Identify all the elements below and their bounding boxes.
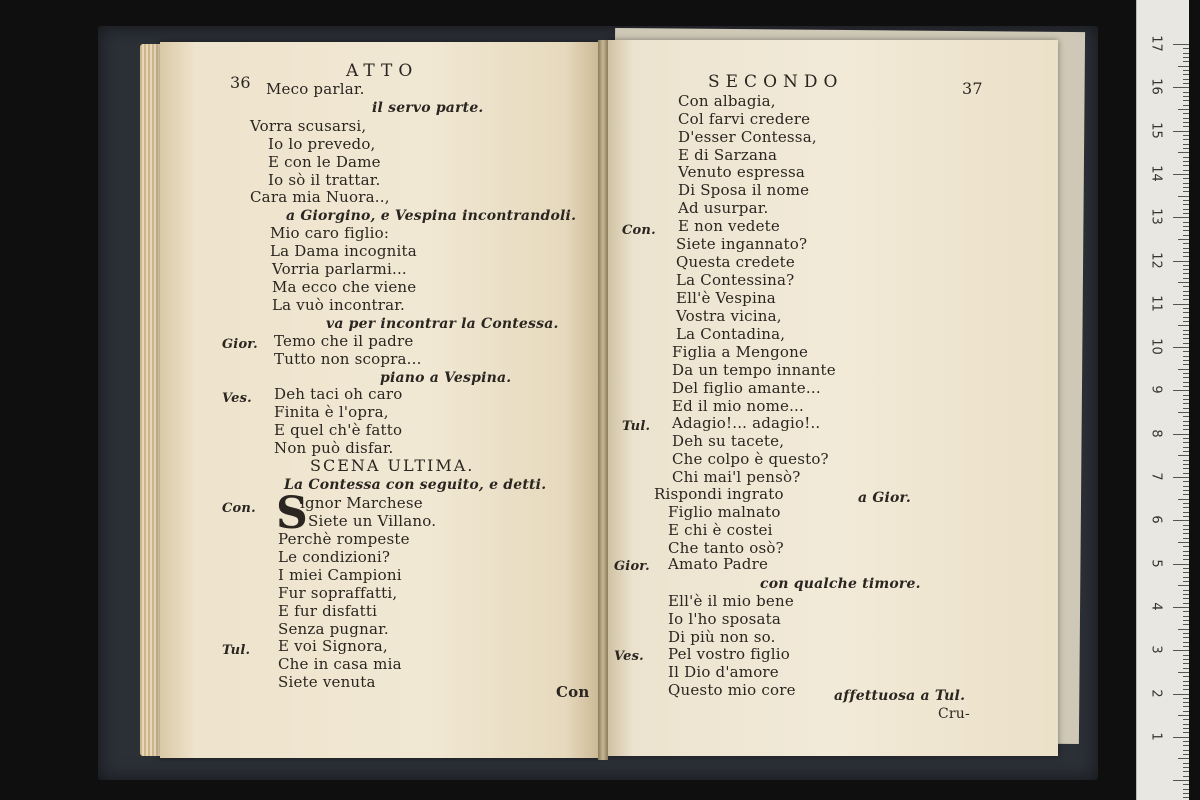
ruler-tick — [1183, 637, 1189, 638]
ruler-tick — [1183, 165, 1189, 166]
stage-direction: a Gior. — [858, 490, 911, 506]
verse-line: Finita è l'opra, — [274, 403, 389, 421]
verse-line: Io sò il trattar. — [268, 171, 381, 189]
ruler-tick — [1183, 776, 1189, 777]
ruler-tick — [1183, 763, 1189, 764]
ruler-tick — [1183, 204, 1189, 205]
ruler-tick — [1183, 659, 1189, 660]
ruler-tick — [1183, 681, 1189, 682]
ruler-tick — [1183, 598, 1189, 599]
verse-line: Ell'è Vespina — [676, 289, 776, 307]
ruler-tick — [1178, 715, 1189, 716]
verse-line: La Dama incognita — [270, 242, 417, 260]
verse-line: Di più non so. — [668, 628, 776, 646]
ruler-tick — [1183, 57, 1189, 58]
ruler-tick — [1173, 607, 1189, 608]
ruler-tick — [1183, 273, 1189, 274]
ruler-number: 5 — [1148, 558, 1164, 568]
ruler-tick — [1183, 784, 1189, 785]
verse-line: Venuto espressa — [678, 163, 806, 181]
ruler-tick — [1183, 256, 1189, 257]
ruler-tick — [1183, 494, 1189, 495]
ruler-tick — [1183, 685, 1189, 686]
ruler-tick — [1183, 529, 1189, 530]
page-number-right: 37 — [962, 79, 983, 98]
ruler-number: 15 — [1148, 121, 1164, 139]
ruler-tick — [1183, 719, 1189, 720]
verse-line: Vorra scusarsi, — [250, 117, 367, 135]
ruler-tick — [1173, 564, 1189, 565]
verse-line: Mio caro figlio: — [270, 224, 390, 242]
ruler-tick — [1183, 269, 1189, 270]
ruler-tick — [1183, 226, 1189, 227]
ruler-tick — [1183, 230, 1189, 231]
ruler-tick — [1173, 780, 1189, 781]
ruler-tick — [1173, 477, 1189, 478]
ruler-tick — [1183, 148, 1189, 149]
ruler-tick — [1173, 261, 1189, 262]
ruler-tick — [1173, 304, 1189, 305]
ruler-tick — [1183, 512, 1189, 513]
ruler-tick — [1183, 754, 1189, 755]
ruler-tick — [1173, 347, 1189, 348]
ruler-tick — [1183, 603, 1189, 604]
ruler-tick — [1183, 546, 1189, 547]
ruler-tick — [1183, 698, 1189, 699]
ruler-tick — [1183, 633, 1189, 634]
ruler-tick — [1183, 373, 1189, 374]
verse-line: Ell'è il mio bene — [668, 592, 794, 610]
verse-line: Amato Padre — [668, 555, 769, 573]
verse-line: E quel ch'è fatto — [274, 421, 403, 439]
verse-line: Figlia a Mengone — [672, 343, 809, 361]
ruler-tick — [1183, 468, 1189, 469]
verse-line: Adagio!... adagio!.. — [672, 414, 821, 432]
ruler-tick — [1183, 53, 1189, 54]
verse-line: Senza pugnar. — [278, 620, 389, 638]
ruler-number: 6 — [1148, 515, 1164, 524]
ruler-tick — [1183, 122, 1189, 123]
ruler-tick — [1178, 152, 1189, 153]
verse-line: E con le Dame — [268, 153, 381, 171]
ruler-tick — [1183, 590, 1189, 591]
verse-line: Siete ingannato? — [676, 235, 808, 253]
ruler-tick — [1183, 750, 1189, 751]
ruler-tick — [1183, 356, 1189, 357]
ruler-tick — [1183, 139, 1189, 140]
ruler-tick — [1178, 239, 1189, 240]
verse-line: Cara mia Nuora.., — [250, 188, 390, 206]
ruler-number: 2 — [1148, 688, 1164, 698]
verse-line: Vorria parlarmi... — [272, 260, 407, 278]
ruler-tick — [1183, 265, 1189, 266]
ruler-tick — [1183, 235, 1189, 236]
speaker-label: Con. — [622, 223, 656, 238]
ruler-tick — [1183, 200, 1189, 201]
catchword: Cru- — [938, 706, 970, 722]
ruler-tick — [1173, 131, 1189, 132]
ruler-number: 9 — [1148, 385, 1164, 395]
verse-line: Del figlio amante... — [672, 379, 821, 397]
ruler-tick — [1173, 694, 1189, 695]
ruler-tick — [1178, 196, 1189, 197]
ruler-tick — [1183, 403, 1189, 404]
verse-line: Con albagia, — [678, 92, 776, 110]
ruler-tick — [1183, 624, 1189, 625]
ruler-tick — [1183, 789, 1189, 790]
ruler-tick — [1183, 118, 1189, 119]
ruler-tick — [1183, 135, 1189, 136]
ruler-tick — [1183, 668, 1189, 669]
verse-line: Ma ecco che viene — [272, 278, 417, 296]
verse-line: Temo che il padre — [274, 332, 414, 350]
verse-line: La Contessina? — [676, 271, 795, 289]
speaker-label: Con. — [222, 501, 256, 516]
ruler-tick — [1178, 672, 1189, 673]
stage-direction: con qualche timore. — [760, 576, 921, 592]
ruler-tick — [1173, 390, 1189, 391]
ruler-tick — [1183, 642, 1189, 643]
ruler-tick — [1183, 382, 1189, 383]
scene-heading: SCENA ULTIMA. — [310, 456, 475, 475]
ruler-tick — [1183, 464, 1189, 465]
ruler-tick — [1178, 585, 1189, 586]
verse-line: Ed il mio nome... — [672, 397, 804, 415]
ruler-tick — [1183, 191, 1189, 192]
ruler-tick — [1183, 594, 1189, 595]
ruler-tick — [1183, 144, 1189, 145]
ruler-tick — [1183, 706, 1189, 707]
ruler-tick — [1183, 351, 1189, 352]
ruler-tick — [1183, 447, 1189, 448]
ruler-tick — [1183, 48, 1189, 49]
ruler-tick — [1183, 364, 1189, 365]
verse-line: Siete venuta — [278, 673, 376, 691]
verse-line: Perchè rompeste — [278, 530, 410, 548]
ruler-tick — [1183, 551, 1189, 552]
ruler-tick — [1178, 66, 1189, 67]
ruler-tick — [1183, 486, 1189, 487]
verse-line: Deh taci oh caro — [274, 385, 403, 403]
ruler-tick — [1183, 252, 1189, 253]
verse-line: La Contadina, — [676, 325, 786, 343]
verse-line: E fur disfatti — [278, 602, 378, 620]
drop-capital: S — [276, 488, 308, 539]
stage-direction: affettuosa a Tul. — [834, 688, 966, 704]
ruler-tick — [1183, 611, 1189, 612]
book-gutter — [598, 40, 608, 760]
ruler-tick — [1183, 222, 1189, 223]
ruler-tick — [1183, 525, 1189, 526]
stage-direction: La Contessa con seguito, e detti. — [284, 477, 547, 493]
ruler-tick — [1183, 429, 1189, 430]
verse-line: Col farvi credere — [678, 110, 811, 128]
verse-line: Siete un Villano. — [308, 512, 437, 530]
verse-line: E di Sarzana — [678, 146, 778, 164]
ruler-tick — [1183, 702, 1189, 703]
running-header-left: ATTO — [346, 61, 419, 81]
ruler-tick — [1183, 79, 1189, 80]
verse-line: Questo mio core — [668, 681, 796, 699]
speaker-label: Gior. — [614, 559, 650, 574]
ruler-tick — [1178, 758, 1189, 759]
ruler-tick — [1183, 771, 1189, 772]
ruler-tick — [1183, 568, 1189, 569]
ruler-tick — [1183, 490, 1189, 491]
ruler-tick — [1183, 248, 1189, 249]
ruler-tick — [1178, 412, 1189, 413]
ruler-tick — [1183, 105, 1189, 106]
ruler-tick — [1178, 499, 1189, 500]
ruler-tick — [1183, 797, 1189, 798]
ruler-tick — [1183, 243, 1189, 244]
verse-line: Che tanto osò? — [668, 539, 784, 557]
ruler-tick — [1183, 96, 1189, 97]
verse-line: Io l'ho sposata — [668, 610, 782, 628]
verse-line: E voi Signora, — [278, 637, 388, 655]
verse-line: E chi è costei — [668, 521, 773, 539]
ruler-tick — [1178, 455, 1189, 456]
ruler-tick — [1173, 650, 1189, 651]
verse-line: Il Dio d'amore — [668, 663, 779, 681]
ruler-number: 7 — [1148, 472, 1164, 481]
ruler-tick — [1183, 399, 1189, 400]
ruler-tick — [1183, 213, 1189, 214]
ruler-tick — [1183, 425, 1189, 426]
ruler-tick — [1183, 170, 1189, 171]
verse-line: Che in casa mia — [278, 655, 402, 673]
ruler-tick — [1183, 507, 1189, 508]
ruler-tick — [1183, 559, 1189, 560]
verse-line: Ad usurpar. — [678, 199, 769, 217]
ruler-tick — [1173, 434, 1189, 435]
ruler-tick — [1183, 689, 1189, 690]
ruler-number: 14 — [1148, 165, 1164, 182]
verse-line: Vostra vicina, — [676, 307, 782, 325]
verse-line: Figlio malnato — [668, 503, 781, 521]
ruler-tick — [1183, 663, 1189, 664]
ruler-tick — [1183, 330, 1189, 331]
ruler-tick — [1183, 299, 1189, 300]
ruler-tick — [1173, 44, 1189, 45]
speaker-label: Tul. — [222, 643, 251, 658]
ruler-tick — [1183, 416, 1189, 417]
verse-line: La vuò incontrar. — [272, 296, 405, 314]
verse-line: Non può disfar. — [274, 439, 394, 457]
ruler-tick — [1183, 338, 1189, 339]
verse-line: D'esser Contessa, — [678, 128, 817, 146]
ruler-tick — [1183, 377, 1189, 378]
ruler-tick — [1183, 83, 1189, 84]
ruler-tick — [1183, 360, 1189, 361]
stage-direction: piano a Vespina. — [380, 370, 512, 386]
verse-line: I miei Campioni — [278, 566, 402, 584]
ruler-tick — [1173, 217, 1189, 218]
ruler-tick — [1183, 555, 1189, 556]
ruler-tick — [1183, 408, 1189, 409]
ruler-tick — [1183, 187, 1189, 188]
ruler-tick — [1183, 676, 1189, 677]
speaker-label: Ves. — [614, 649, 644, 664]
stage-direction: il servo parte. — [372, 100, 484, 116]
ruler-tick — [1183, 113, 1189, 114]
ruler-number: 4 — [1148, 602, 1164, 611]
verse-line: Questa credete — [676, 253, 795, 271]
ruler-tick — [1173, 737, 1189, 738]
ruler-tick — [1183, 516, 1189, 517]
ruler-tick — [1183, 157, 1189, 158]
ruler-tick — [1178, 282, 1189, 283]
ruler-tick — [1183, 616, 1189, 617]
verse-line: Rispondi ingrato — [654, 485, 784, 503]
ruler-tick — [1183, 295, 1189, 296]
ruler-tick — [1183, 724, 1189, 725]
verse-line: Tutto non scopra... — [274, 350, 422, 368]
verse-line: Da un tempo innante — [672, 361, 836, 379]
ruler-tick — [1183, 767, 1189, 768]
ruler-number: 1 — [1148, 732, 1164, 741]
ruler-tick — [1183, 533, 1189, 534]
ruler-tick — [1183, 711, 1189, 712]
verse-line: Pel vostro figlio — [668, 645, 791, 663]
ruler-tick — [1178, 109, 1189, 110]
ruler-tick — [1183, 745, 1189, 746]
ruler-number: 13 — [1148, 208, 1164, 225]
ruler-tick — [1183, 442, 1189, 443]
catchword: Con — [556, 683, 590, 701]
ruler-number: 16 — [1148, 78, 1164, 96]
verse-line: Di Sposa il nome — [678, 181, 810, 199]
ruler-tick — [1183, 92, 1189, 93]
ruler-tick — [1183, 61, 1189, 62]
page-number-left: 36 — [230, 73, 251, 92]
ruler-number: 17 — [1148, 35, 1164, 52]
ruler-tick — [1183, 209, 1189, 210]
ruler-tick — [1173, 87, 1189, 88]
ruler-tick — [1183, 473, 1189, 474]
ruler-tick — [1183, 291, 1189, 292]
ruler-number: 3 — [1148, 645, 1164, 654]
ruler-tick — [1183, 421, 1189, 422]
ruler-tick — [1183, 741, 1189, 742]
ruler-tick — [1183, 126, 1189, 127]
ruler-tick — [1183, 74, 1189, 75]
ruler-tick — [1183, 286, 1189, 287]
ruler-tick — [1183, 308, 1189, 309]
ruler-tick — [1183, 395, 1189, 396]
ruler-tick — [1183, 481, 1189, 482]
ruler-tick — [1178, 369, 1189, 370]
ruler-tick — [1183, 161, 1189, 162]
ruler-tick — [1183, 100, 1189, 101]
ruler-tick — [1183, 503, 1189, 504]
ruler-number: 11 — [1148, 295, 1164, 312]
ruler-tick — [1183, 178, 1189, 179]
verse-line: Che colpo è questo? — [672, 450, 829, 468]
measuring-ruler — [1136, 0, 1189, 800]
ruler-tick — [1183, 538, 1189, 539]
ruler-tick — [1183, 581, 1189, 582]
ruler-tick — [1178, 629, 1189, 630]
ruler-tick — [1183, 572, 1189, 573]
ruler-tick — [1183, 655, 1189, 656]
ruler-tick — [1183, 646, 1189, 647]
ruler-tick — [1183, 321, 1189, 322]
stage-direction: va per incontrar la Contessa. — [326, 316, 559, 332]
speaker-label: Tul. — [622, 419, 651, 434]
stage-direction: a Giorgino, e Vespina incontrandoli. — [286, 208, 577, 224]
ruler-tick — [1183, 793, 1189, 794]
ruler-tick — [1173, 520, 1189, 521]
ruler-tick — [1178, 542, 1189, 543]
ruler-tick — [1183, 386, 1189, 387]
ruler-number: 12 — [1148, 251, 1164, 269]
ruler-tick — [1183, 460, 1189, 461]
ruler-tick — [1183, 317, 1189, 318]
ruler-tick — [1183, 70, 1189, 71]
verse-line: Chi mai'l pensò? — [672, 468, 801, 486]
ruler-number: 10 — [1148, 338, 1164, 355]
ruler-tick — [1183, 278, 1189, 279]
verse-line: Io lo prevedo, — [268, 135, 376, 153]
running-header-right: SECONDO — [708, 72, 844, 92]
ruler-tick — [1178, 325, 1189, 326]
speaker-label: Ves. — [222, 391, 252, 406]
ruler-tick — [1183, 451, 1189, 452]
ruler-tick — [1183, 732, 1189, 733]
ruler-tick — [1173, 174, 1189, 175]
ruler-tick — [1183, 183, 1189, 184]
ruler-tick — [1183, 620, 1189, 621]
ruler-tick — [1183, 577, 1189, 578]
ruler-tick — [1183, 334, 1189, 335]
ruler-tick — [1183, 728, 1189, 729]
speaker-label: Gior. — [222, 337, 258, 352]
ruler-number: 8 — [1148, 429, 1164, 438]
verse-line: Le condizioni? — [278, 548, 391, 566]
verse-line: E non vedete — [678, 217, 780, 235]
verse-line: Meco parlar. — [266, 80, 365, 98]
ruler-tick — [1183, 438, 1189, 439]
verse-line: Deh su tacete, — [672, 432, 785, 450]
verse-line: Fur sopraffatti, — [278, 584, 398, 602]
ruler-tick — [1183, 312, 1189, 313]
ruler-tick — [1183, 343, 1189, 344]
verse-line: ignor Marchese — [300, 494, 423, 512]
